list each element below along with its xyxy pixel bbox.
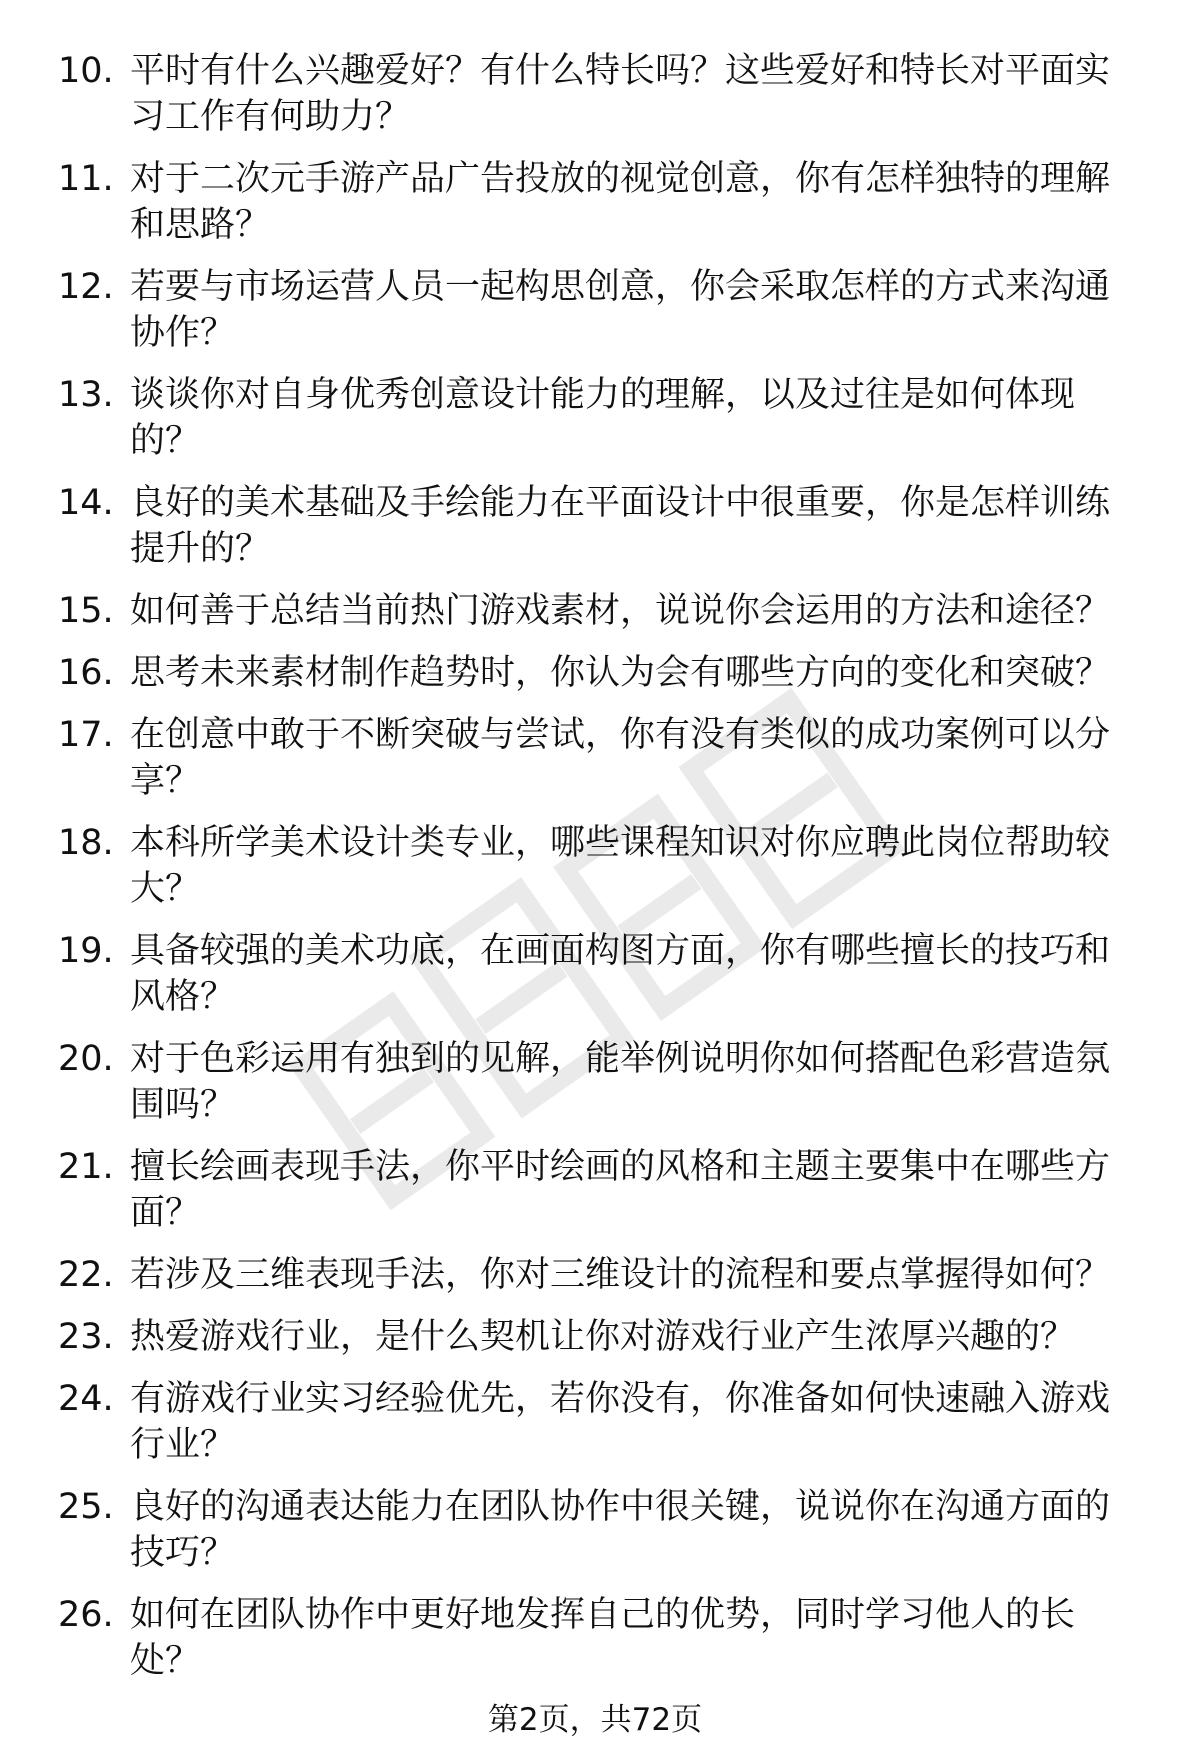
question-text: 若涉及三维表现手法，你对三维设计的流程和要点掌握得如何？ <box>130 1255 1111 1295</box>
question-item <box>58 372 1138 464</box>
question-text: 热爱游戏行业，是什么契机让你对游戏行业产生浓厚兴趣的？ <box>130 1317 1076 1357</box>
question-number: 14. <box>58 483 114 523</box>
question-text: 若要与市场运营人员一起构思创意，你会采取怎样的方式来沟通协作？ <box>130 267 1111 353</box>
question-text: 良好的美术基础及手绘能力在平面设计中很重要，你是怎样训练提升的？ <box>130 483 1111 569</box>
question-number: 25. <box>58 1487 114 1527</box>
question-text: 有游戏行业实习经验优先，若你没有，你准备如何快速融入游戏行业？ <box>130 1379 1111 1465</box>
question-item <box>58 156 1138 248</box>
question-number: 24. <box>58 1379 114 1419</box>
question-text: 如何善于总结当前热门游戏素材，说说你会运用的方法和途径？ <box>130 591 1111 631</box>
question-item <box>58 820 1138 912</box>
question-item <box>58 1592 1138 1684</box>
question-item <box>58 1314 1138 1360</box>
question-item <box>58 1144 1138 1236</box>
question-text: 平时有什么兴趣爱好？有什么特长吗？这些爱好和特长对平面实习工作有何助力？ <box>130 51 1111 137</box>
question-text: 在创意中敢于不断突破与尝试，你有没有类似的成功案例可以分享？ <box>130 715 1111 801</box>
question-number: 12. <box>58 267 114 307</box>
question-text: 谈谈你对自身优秀创意设计能力的理解，以及过往是如何体现的？ <box>130 375 1076 461</box>
question-item <box>58 48 1138 140</box>
question-text: 良好的沟通表达能力在团队协作中很关键，说说你在沟通方面的技巧？ <box>130 1487 1111 1573</box>
question-number: 13. <box>58 375 114 415</box>
question-item <box>58 1484 1138 1576</box>
question-item <box>58 1252 1138 1298</box>
question-number: 19. <box>58 931 114 971</box>
question-item <box>58 928 1138 1020</box>
question-number: 23. <box>58 1317 114 1357</box>
question-number: 16. <box>58 653 114 693</box>
question-number: 11. <box>58 159 114 199</box>
question-item <box>58 264 1138 356</box>
question-number: 17. <box>58 715 114 755</box>
question-text: 如何在团队协作中更好地发挥自己的优势，同时学习他人的长处？ <box>130 1595 1076 1681</box>
question-item <box>58 712 1138 804</box>
page-footer: 第2页，共72页 <box>487 1702 703 1738</box>
question-item <box>58 588 1138 634</box>
question-item <box>58 650 1138 696</box>
question-number: 22. <box>58 1255 114 1295</box>
question-number: 20. <box>58 1039 114 1079</box>
question-text: 对于二次元手游产品广告投放的视觉创意，你有怎样独特的理解和思路？ <box>130 159 1111 245</box>
question-number: 10. <box>58 51 114 91</box>
question-item <box>58 1376 1138 1468</box>
question-item <box>58 480 1138 572</box>
question-number: 15. <box>58 591 114 631</box>
question-list <box>58 48 1158 1700</box>
question-number: 26. <box>58 1595 114 1635</box>
question-text: 对于色彩运用有独到的见解，能举例说明你如何搭配色彩营造氛围吗？ <box>130 1039 1111 1125</box>
question-number: 21. <box>58 1147 114 1187</box>
question-text: 具备较强的美术功底，在画面构图方面，你有哪些擅长的技巧和风格？ <box>130 931 1111 1017</box>
question-text: 本科所学美术设计类专业，哪些课程知识对你应聘此岗位帮助较大？ <box>130 823 1111 909</box>
question-item <box>58 1036 1138 1128</box>
question-text: 擅长绘画表现手法，你平时绘画的风格和主题主要集中在哪些方面？ <box>130 1147 1111 1233</box>
question-number: 18. <box>58 823 114 863</box>
question-text: 思考未来素材制作趋势时，你认为会有哪些方向的变化和突破？ <box>130 653 1111 693</box>
